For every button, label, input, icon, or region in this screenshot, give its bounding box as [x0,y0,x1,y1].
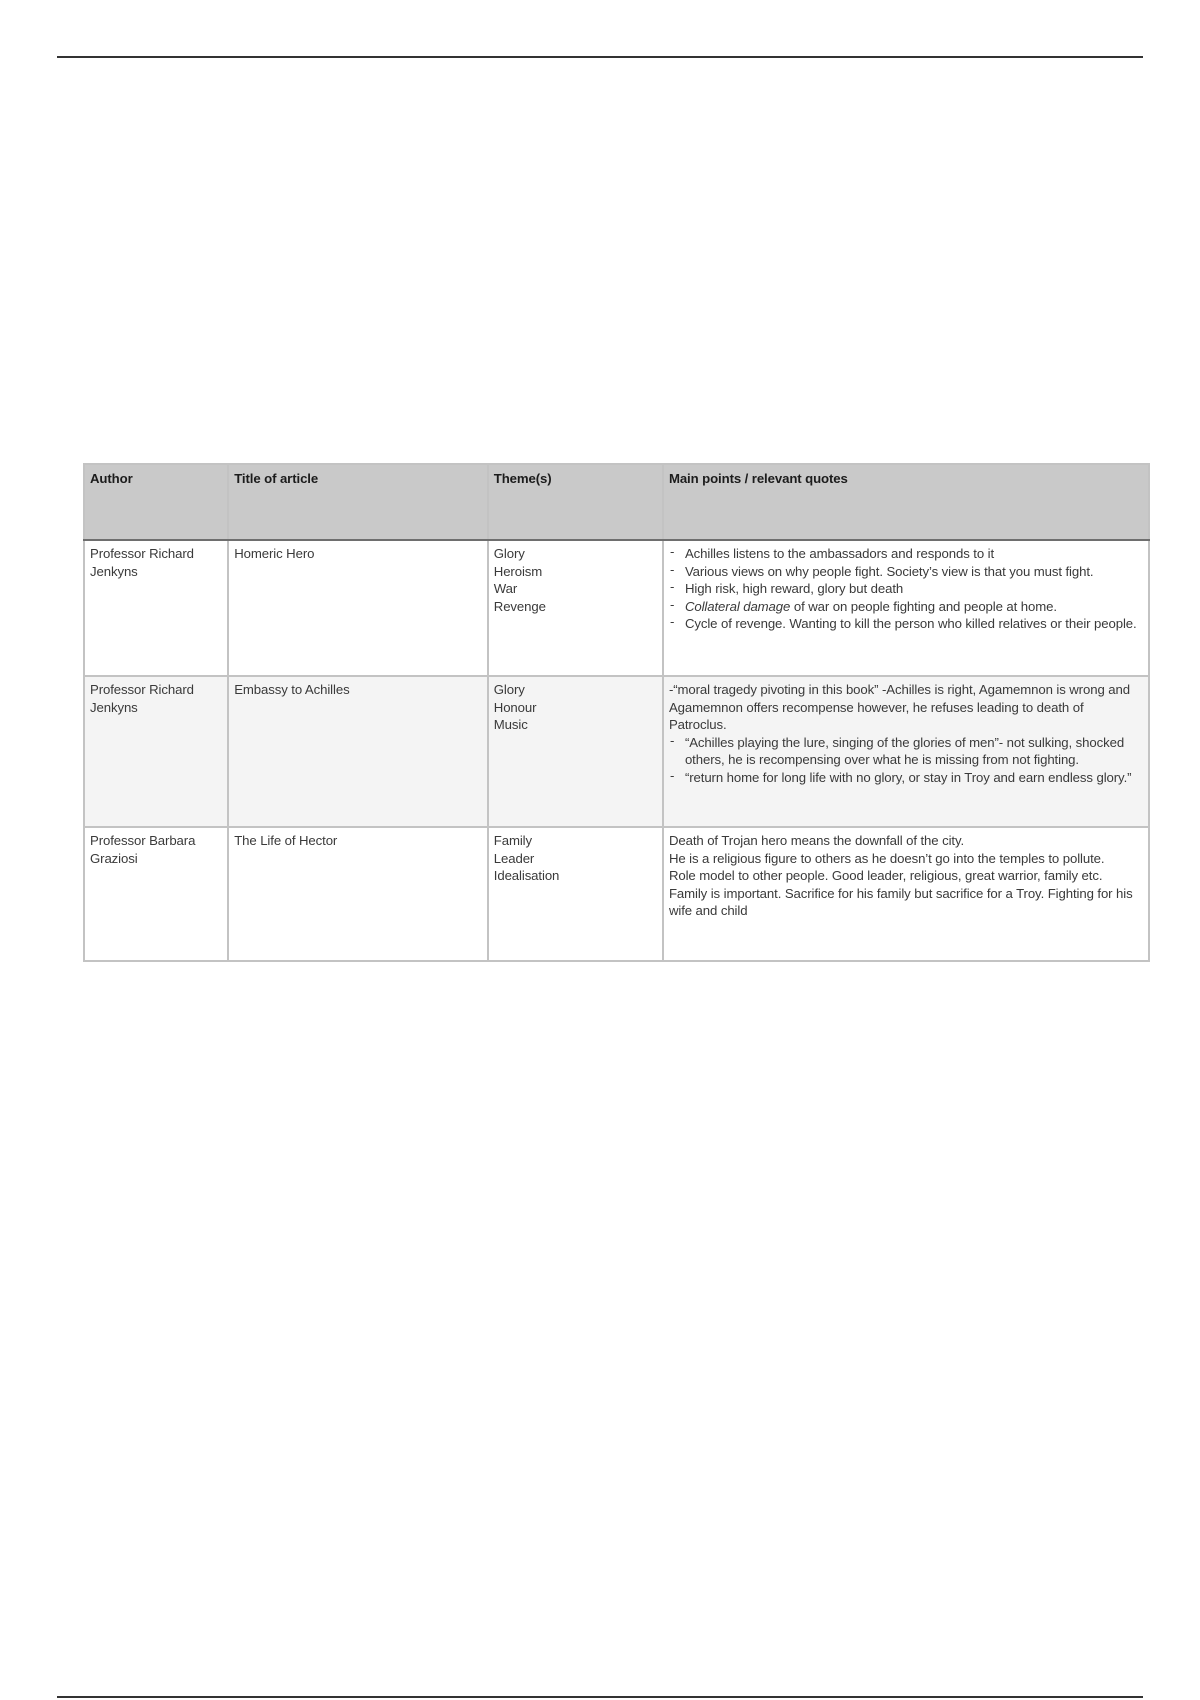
bullet-dash: - [669,614,675,629]
table-row [84,540,1149,676]
author-cell: Professor Richard Jenkyns [84,676,228,827]
theme-item: Idealisation [493,868,560,883]
paragraph-text: He is a religious figure to others as he doesn’t go into the temples to pollute. [668,850,1105,866]
point-text: Collateral damage of war on people fighting and people at home. [684,598,1057,614]
themes-cell [488,676,663,827]
table-row [84,676,1149,827]
themes-cell [488,540,663,676]
bullet-dash: - [669,579,675,594]
title-cell: Embassy to Achilles [228,676,488,827]
bottom-page-rule [57,1696,1143,1698]
top-page-rule [57,56,1143,58]
main-points-list [669,545,1143,633]
list-item [669,615,1143,633]
theme-item: Revenge [493,598,546,614]
intro-text: -“moral tragedy pivoting in this book” -Achilles is right, Agamemnon is wrong and Agamemnon offers recompense however, he refuses leading to death of Patroclus. [668,682,1130,732]
themes-cell [488,827,663,961]
theme-item: Glory [493,682,525,697]
bullet-dash: - [669,544,675,559]
header-title: Title of article [228,464,488,540]
header-author: Author [84,464,228,540]
paragraph-text: Role model to other people. Good leader, religious, great warrior, family etc. [668,868,1103,883]
title-cell: The Life of Hector [228,827,488,961]
table-row [84,827,1149,961]
bullet-dash: - [669,767,675,783]
main-points-cell [663,827,1149,961]
author-cell: Professor Richard Jenkyns [84,540,228,676]
list-item [669,580,1143,598]
point-text: High risk, high reward, glory but death [684,581,904,596]
bullet-dash: - [669,732,675,748]
theme-item: Family [493,833,532,848]
theme-item: Leader [493,850,535,866]
main-points-cell [663,540,1149,676]
header-main-points: Main points / relevant quotes [663,464,1149,540]
table-header-row [84,464,1149,540]
theme-item: Music [493,717,528,732]
main-points-list [669,734,1143,787]
theme-item: Honour [493,699,537,715]
paragraph-text: Death of Trojan hero means the downfall of the city. [668,833,965,848]
point-text: Various views on why people fight. Society’s view is that you must fight. [684,563,1094,579]
author-cell: Professor Barbara Graziosi [84,827,228,961]
list-item [669,598,1143,616]
point-text: Cycle of revenge. Wanting to kill the person who killed relatives or their people. [684,616,1137,631]
list-item [669,734,1143,769]
point-text: “return home for long life with no glory, or stay in Troy and earn endless glory.” [684,769,1132,785]
research-notes-table [83,463,1150,962]
emphasis-text: Collateral damage [684,598,791,614]
header-themes: Theme(s) [488,464,663,540]
theme-item: Glory [493,546,525,561]
list-item [669,545,1143,563]
list-item [669,563,1143,581]
title-cell: Homeric Hero [228,540,488,676]
main-points-cell [663,676,1149,827]
theme-item: War [493,581,518,596]
list-item [669,769,1143,787]
point-text: Achilles listens to the ambassadors and responds to it [684,546,995,561]
point-text: “Achilles playing the lure, singing of the glories of men”- not sulking, shocked others, he is recompensing over what he is missing from not fighting. [684,734,1125,767]
theme-item: Heroism [493,563,543,579]
bullet-dash: - [669,561,675,577]
paragraph-text: Family is important. Sacrifice for his family but sacrifice for a Troy. Fighting for his wife and child [668,885,1133,918]
bullet-dash: - [669,596,675,612]
